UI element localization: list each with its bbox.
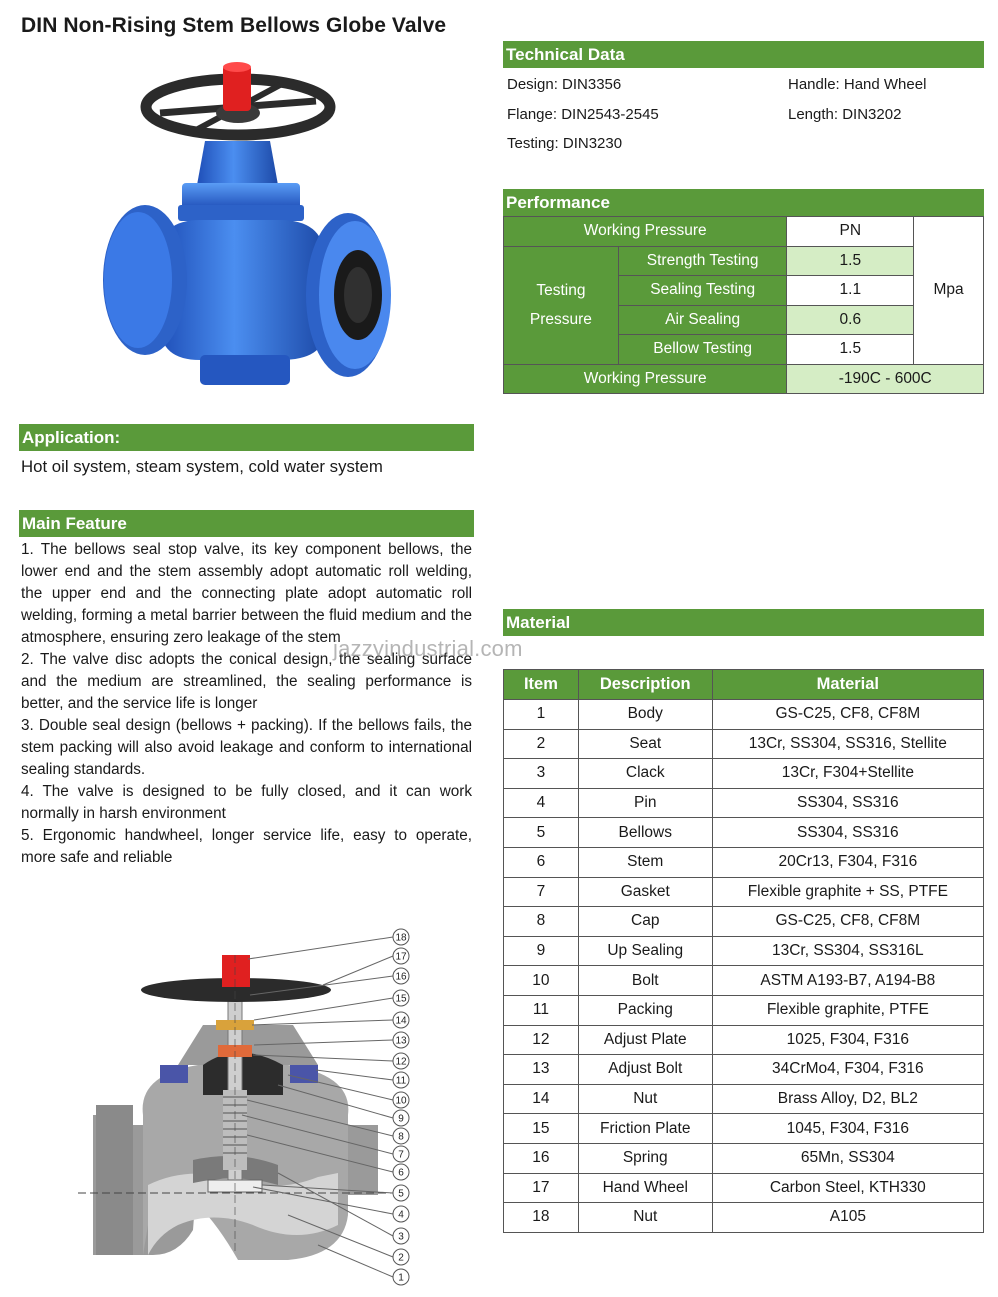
material-cell: Adjust Plate [578, 1025, 712, 1055]
material-cell: Up Sealing [578, 936, 712, 966]
svg-text:8: 8 [398, 1131, 404, 1143]
svg-text:6: 6 [398, 1167, 404, 1179]
working-temp-value: -190C - 600C [787, 364, 984, 394]
svg-text:4: 4 [398, 1209, 404, 1221]
material-row [504, 877, 984, 907]
material-row [504, 700, 984, 730]
callout-number [393, 1185, 409, 1201]
material-cell: ASTM A193-B7, A194-B8 [712, 966, 983, 996]
material-cell: GS-C25, CF8, CF8M [712, 700, 983, 730]
svg-text:17: 17 [395, 951, 407, 963]
svg-text:7: 7 [398, 1149, 404, 1161]
callout-number [393, 990, 409, 1006]
material-cell: A105 [712, 1203, 983, 1233]
unit-cell: Mpa [914, 217, 984, 365]
material-cell: 4 [504, 788, 579, 818]
material-row [504, 1025, 984, 1055]
material-cell: SS304, SS316 [712, 788, 983, 818]
main-feature-list [21, 539, 472, 869]
svg-text:18: 18 [395, 932, 407, 944]
material-cell: Nut [578, 1203, 712, 1233]
material-cell: 7 [504, 877, 579, 907]
callout-number [393, 1053, 409, 1069]
performance-heading: Performance [503, 189, 984, 216]
svg-text:3: 3 [398, 1231, 404, 1243]
callout-number [393, 1269, 409, 1285]
feature-item: 5. Ergonomic handwheel, longer service life, easy to operate, more safe and reliable [21, 827, 472, 866]
air-sealing-label: Air Sealing [618, 305, 787, 335]
svg-text:14: 14 [395, 1015, 407, 1027]
main-feature-heading: Main Feature [19, 510, 474, 537]
material-row [504, 788, 984, 818]
material-row [504, 759, 984, 789]
handle-spec: Handle: Hand Wheel [788, 76, 927, 93]
material-cell: Bellows [578, 818, 712, 848]
material-header-cell: Item [504, 670, 579, 700]
feature-item: 2. The valve disc adopts the conical design, the sealing surface and the medium are streamlined, the sealing performance is better, and the service life is longer [21, 651, 472, 712]
material-cell: 14 [504, 1084, 579, 1114]
working-temp-label: Working Pressure [504, 364, 787, 394]
page-title: DIN Non-Rising Stem Bellows Globe Valve [21, 14, 447, 37]
sealing-testing-value: 1.1 [787, 276, 914, 306]
material-cell: SS304, SS316 [712, 818, 983, 848]
technical-data-heading: Technical Data [503, 41, 984, 68]
material-row [504, 1203, 984, 1233]
material-cell: Flexible graphite, PTFE [712, 995, 983, 1025]
material-cell: 6 [504, 847, 579, 877]
testing-pressure-line1: Testing [536, 282, 586, 299]
material-header-cell: Description [578, 670, 712, 700]
valve-photo [100, 55, 405, 400]
callout-number [393, 1206, 409, 1222]
strength-testing-label: Strength Testing [618, 246, 787, 276]
strength-testing-value: 1.5 [787, 246, 914, 276]
material-cell: 10 [504, 966, 579, 996]
material-cell: Carbon Steel, KTH330 [712, 1173, 983, 1203]
material-cell: Gasket [578, 877, 712, 907]
material-cell: Adjust Bolt [578, 1055, 712, 1085]
material-cell: Brass Alloy, D2, BL2 [712, 1084, 983, 1114]
material-row [504, 936, 984, 966]
material-cell: Pin [578, 788, 712, 818]
length-spec: Length: DIN3202 [788, 106, 902, 123]
cross-section-diagram [78, 925, 418, 1290]
material-row [504, 907, 984, 937]
material-cell: 20Cr13, F304, F316 [712, 847, 983, 877]
svg-text:11: 11 [395, 1075, 407, 1087]
callout-number [393, 929, 409, 945]
material-cell: Spring [578, 1143, 712, 1173]
material-cell: 9 [504, 936, 579, 966]
bellow-testing-label: Bellow Testing [618, 335, 787, 365]
callout-number [393, 1128, 409, 1144]
svg-text:12: 12 [395, 1056, 407, 1068]
watermark: jazzyindustrial.com [333, 636, 523, 661]
svg-text:1: 1 [398, 1272, 404, 1284]
material-cell: 12 [504, 1025, 579, 1055]
feature-item: 1. The bellows seal stop valve, its key component bellows, the lower end and the stem assembly adopt automatic roll welding, the upper end and the connecting plate adopt automatic roll welding, forming a metal barrier between the fluid medium and the atmosphere, ensuring zero leakage of the stem [21, 541, 472, 646]
design-spec: Design: DIN3356 [507, 76, 622, 93]
callout-number [393, 968, 409, 984]
material-cell: 2 [504, 729, 579, 759]
material-row [504, 729, 984, 759]
material-cell: 16 [504, 1143, 579, 1173]
pn-cell: PN [787, 217, 914, 247]
material-row [504, 1055, 984, 1085]
svg-text:5: 5 [398, 1188, 404, 1200]
material-cell: 8 [504, 907, 579, 937]
application-text: Hot oil system, steam system, cold water system [21, 457, 383, 476]
material-row [504, 1143, 984, 1173]
callout-number [393, 1092, 409, 1108]
material-row [504, 995, 984, 1025]
material-cell: 1 [504, 700, 579, 730]
material-cell: Friction Plate [578, 1114, 712, 1144]
material-row [504, 966, 984, 996]
material-cell: 13Cr, SS304, SS316L [712, 936, 983, 966]
material-cell: 17 [504, 1173, 579, 1203]
callout-number [393, 1164, 409, 1180]
material-cell: 15 [504, 1114, 579, 1144]
material-cell: Cap [578, 907, 712, 937]
svg-text:13: 13 [395, 1035, 407, 1047]
callout-number [393, 1228, 409, 1244]
material-cell: 65Mn, SS304 [712, 1143, 983, 1173]
material-cell: 1025, F304, F316 [712, 1025, 983, 1055]
svg-text:15: 15 [395, 993, 407, 1005]
material-row [504, 818, 984, 848]
material-cell: Hand Wheel [578, 1173, 712, 1203]
material-cell: Body [578, 700, 712, 730]
material-cell: Stem [578, 847, 712, 877]
callout-number [393, 1072, 409, 1088]
material-cell: GS-C25, CF8, CF8M [712, 907, 983, 937]
material-cell: 34CrMo4, F304, F316 [712, 1055, 983, 1085]
material-table [503, 669, 984, 1233]
material-row [504, 1084, 984, 1114]
material-row [504, 1173, 984, 1203]
material-cell: Bolt [578, 966, 712, 996]
material-cell: Seat [578, 729, 712, 759]
callout-number [393, 1249, 409, 1265]
material-cell: 3 [504, 759, 579, 789]
testing-pressure-label [504, 246, 619, 364]
feature-item: 4. The valve is designed to be fully closed, and it can work normally in harsh environment [21, 783, 472, 822]
material-heading: Material [503, 609, 984, 636]
callout-number [393, 1146, 409, 1162]
svg-text:2: 2 [398, 1252, 404, 1264]
callout-number [393, 1032, 409, 1048]
feature-item: 3. Double seal design (bellows + packing). If the bellows fails, the stem packing will also avoid leakage and conform to international sealing standards. [21, 717, 472, 778]
svg-text:10: 10 [395, 1095, 407, 1107]
material-cell: 18 [504, 1203, 579, 1233]
callout-number [393, 1012, 409, 1028]
testing-pressure-line2: Pressure [529, 311, 592, 328]
material-cell: Clack [578, 759, 712, 789]
material-header-cell: Material [712, 670, 983, 700]
testing-spec: Testing: DIN3230 [507, 135, 623, 152]
material-cell: 5 [504, 818, 579, 848]
material-cell: Flexible graphite + SS, PTFE [712, 877, 983, 907]
application-heading: Application: [19, 424, 474, 451]
flange-spec: Flange: DIN2543-2545 [507, 106, 659, 123]
callout-number [393, 948, 409, 964]
material-cell: 13Cr, SS304, SS316, Stellite [712, 729, 983, 759]
air-sealing-value: 0.6 [787, 305, 914, 335]
material-cell: 13Cr, F304+Stellite [712, 759, 983, 789]
material-row [504, 847, 984, 877]
svg-text:16: 16 [395, 971, 407, 983]
bellow-testing-value: 1.5 [787, 335, 914, 365]
working-pressure-label: Working Pressure [504, 217, 787, 247]
material-cell: 11 [504, 995, 579, 1025]
material-cell: Nut [578, 1084, 712, 1114]
performance-table [503, 216, 984, 394]
material-cell: 13 [504, 1055, 579, 1085]
callout-number [393, 1110, 409, 1126]
sealing-testing-label: Sealing Testing [618, 276, 787, 306]
material-cell: 1045, F304, F316 [712, 1114, 983, 1144]
svg-text:9: 9 [398, 1113, 404, 1125]
material-cell: Packing [578, 995, 712, 1025]
material-row [504, 1114, 984, 1144]
